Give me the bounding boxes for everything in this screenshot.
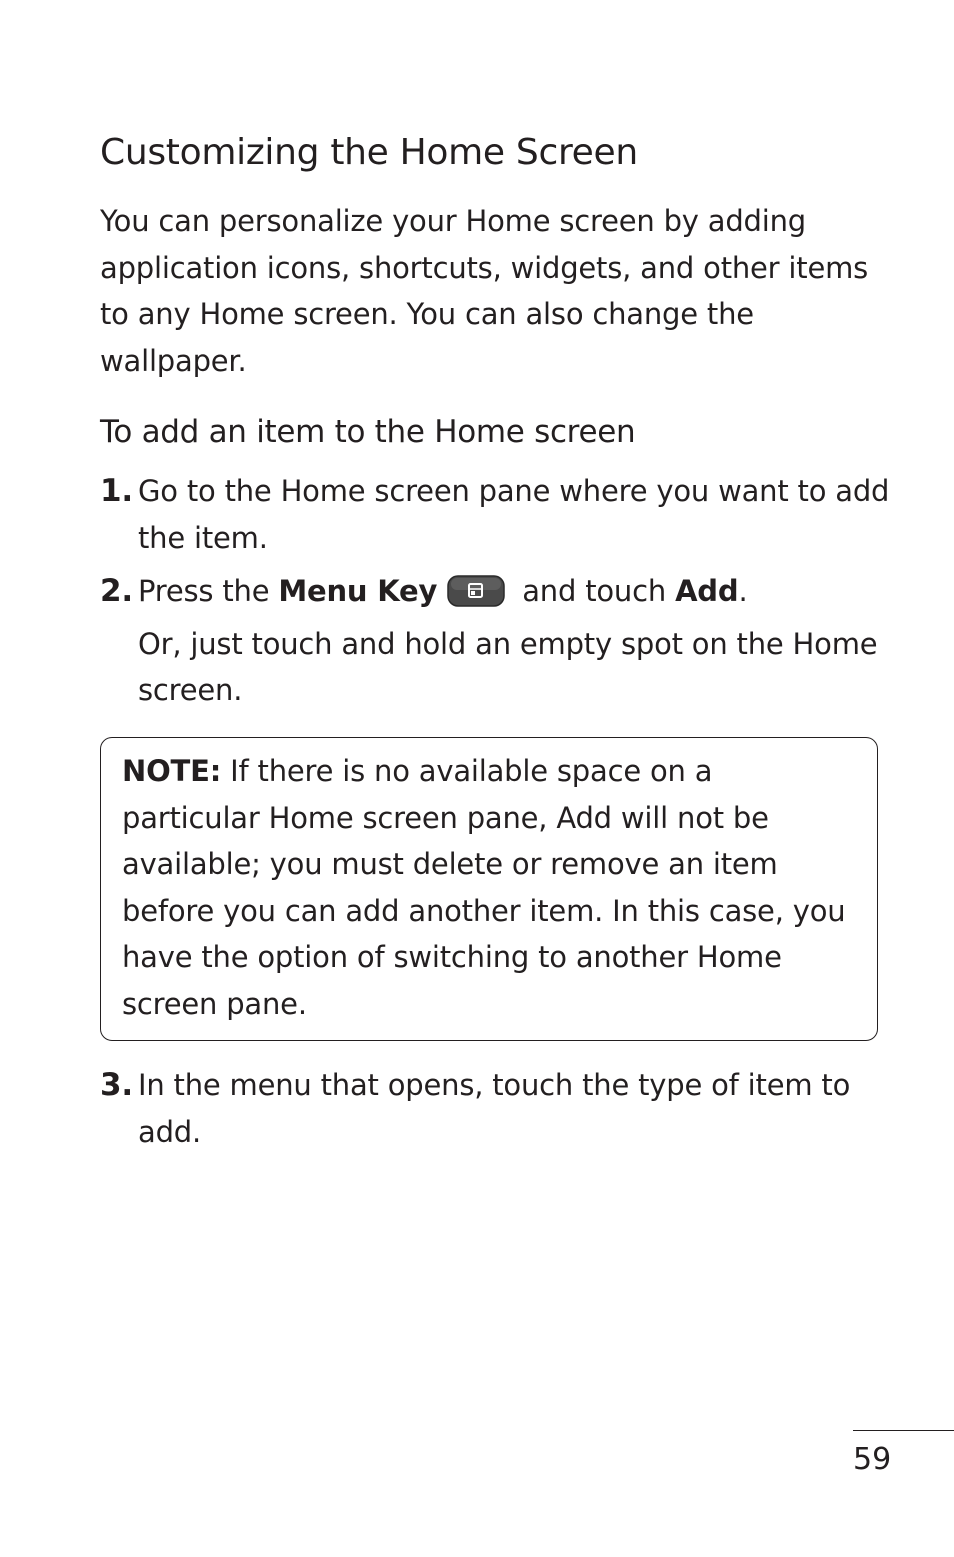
subheading: To add an item to the Home screen	[100, 414, 636, 450]
step-text-prefix: Press the	[138, 574, 279, 608]
note-box	[100, 737, 878, 1041]
step-3	[100, 1062, 890, 1155]
note-text: If there is no available space on a particular Home screen pane, Add will not be available; you must delete or remove an item before you can add another item. In this case, you have the option of switching to another Home screen pane.	[122, 754, 846, 1021]
step-text-middle: and touch	[513, 574, 676, 608]
step-number: 2.	[100, 573, 133, 609]
step-1	[100, 468, 890, 561]
intro-paragraph: You can personalize your Home screen by adding application icons, shortcuts, widgets, and other items to any Home screen. You can also change the wallpaper.	[100, 204, 869, 378]
page-number: 59	[853, 1442, 892, 1477]
menu-key-label: Menu Key	[278, 574, 438, 608]
section-title: Customizing the Home Screen	[100, 132, 638, 173]
step-number: 1.	[100, 473, 133, 509]
add-label: Add	[675, 574, 739, 608]
step-alt-text: Or, just touch and hold an empty spot on the Home screen.	[138, 626, 878, 707]
step-number: 3.	[100, 1067, 133, 1103]
step-text-suffix: .	[738, 574, 748, 608]
step-text: Go to the Home screen pane where you want to add the item.	[138, 474, 890, 555]
step-text: In the menu that opens, touch the type of item to add.	[138, 1068, 851, 1149]
step-2	[100, 568, 890, 714]
menu-key-icon	[447, 575, 505, 607]
note-label: NOTE:	[122, 754, 222, 788]
step-body	[138, 568, 890, 714]
footer-divider	[853, 1430, 954, 1431]
